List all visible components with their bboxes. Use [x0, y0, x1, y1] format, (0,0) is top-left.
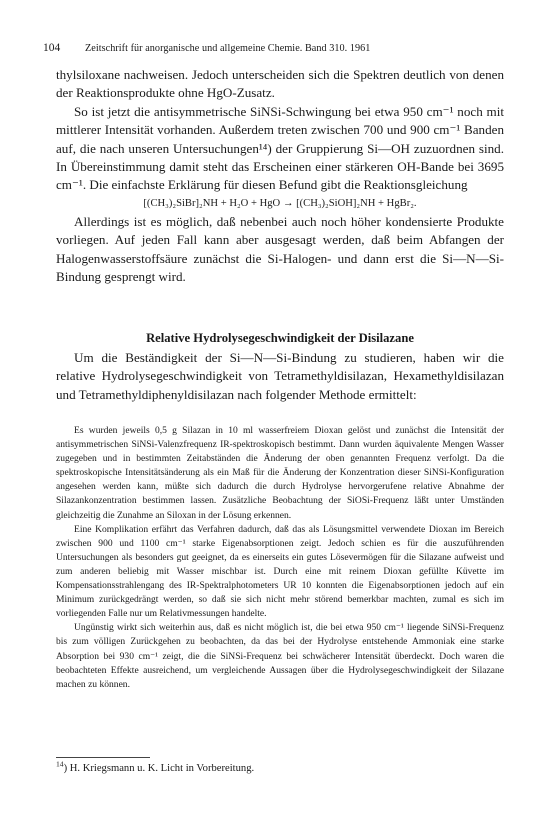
- page-number: 104: [43, 42, 61, 54]
- footnote-text: ) H. Kriegsmann u. K. Licht in Vorbereitung.: [63, 763, 255, 774]
- section-intro: [56, 349, 504, 404]
- section-heading: Relative Hydrolysegeschwindigkeit der Disilazane: [146, 331, 414, 345]
- experimental-text: [56, 424, 504, 692]
- body-text: [56, 66, 504, 286]
- running-header: [43, 42, 513, 58]
- paragraph-method-intro: Um die Beständigkeit der Si—N—Si-Bindung zu studieren, haben wir die relative Hydrolysegeschwindigkeit von Tetramethyldisilazan, Hexamethyldisilazan und Tetramethyldiphenyldisilazan nach folgender Methode ermittelt:: [56, 350, 504, 402]
- running-title: Zeitschrift für anorganische und allgemeine Chemie. Band 310. 1961: [85, 43, 371, 54]
- reaction-equation: [(CH₃)₂SiBr]₂NH + H₂O + HgO → [(CH₃)₂SiOH]₂NH + HgBr₂.: [143, 197, 417, 209]
- paragraph-condensed-products: Allerdings ist es möglich, daß nebenbei auch noch höher kondensierte Produkte vorliegen. Auf jeden Fall kann aber ausgesagt werden, daß beim Abfangen der Halogenwasserstoffsäure zunächst die Si-Halogen- und dann erst die Si—N—Si-Bindung gesprengt wird.: [56, 213, 504, 285]
- paragraph-ammonia-overlap: Ungünstig wirkt sich weiterhin aus, daß es nicht möglich ist, die bei etwa 950 cm⁻¹ liegende SiNSi-Frequenz bis zum völligen Zurückgehen zu beobachten, da das bei der Hydrolyse entstehende Ammoniak eine starke Absorption bei 930 cm⁻¹ zeigt, die die SiNSi-Frequenz bei schwächerer Intensität überdeckt. Doch waren die beobachteten Effekte ausreichend, um vergleichende Aussagen über die Hydrolysegeschwindigkeit der Silazane machen zu können.: [56, 622, 504, 690]
- footnote-marker: 14: [56, 759, 64, 769]
- paragraph-continuation: thylsiloxane nachweisen. Jedoch unterscheiden sich die Spektren deutlich von denen der Reaktionsprodukte ohne HgO-Zusatz.: [56, 67, 504, 101]
- paragraph-dioxane-complication: Eine Komplikation erfährt das Verfahren dadurch, daß das als Lösungsmittel verwendete Dioxan im Bereich zwischen 900 und 1100 cm⁻¹ starke Eigenabsorptionen zeigt. Jedoch schien es für die auszuführenden Untersuchungen als besonders gut geeignet, da es einerseits ein gutes Lösevermögen für die Silazane aufweist und zum anderen beliebig mit Wasser mischbar ist. Durch eine mit reinem Dioxan gefüllte Küvette im Kompensationsstrahlengang des IR-Spektralphotometers UR 10 konnten die Eigenabsorptionen jedoch auf ein Minimum zurückgedrängt werden, so daß sie sich nicht mehr störend bemerkbar machten, zumal es sich im vorliegenden Falle nur um Relativmessungen handelte.: [56, 523, 504, 620]
- footnote-rule: [56, 757, 150, 758]
- paragraph-procedure: Es wurden jeweils 0,5 g Silazan in 10 ml wasserfreiem Dioxan gelöst und zunächst die Intensität der antisymmetrischen SiNSi-Valenzfrequenz IR-spektroskopisch bestimmt. Dann wurden äquivalente Mengen Wasser zugegeben und in bestimmten Zeitabständen die Änderung der oben genannten Frequenz verfolgt. Da die spektroskopische Intensitätsänderung als ein Maß für die Änderung der Konzentration dieser SiNSi-Konfiguration angesehen werden kann, müßte sich dadurch die durch Hydrolyse hervorgerufene relative Abnahme der Silazankonzentration bestimmen lassen. Zusätzliche Beobachtung der SiOSi-Frequenz läßt unter Umständen gleichzeitig die Zunahme an Siloxan in der Lösung erkennen.: [56, 425, 504, 521]
- footnote: [56, 759, 504, 774]
- paragraph-sinsi-vibration: So ist jetzt die antisymmetrische SiNSi-Schwingung bei etwa 950 cm⁻¹ noch mit mittlerer Intensität vorhanden. Außerdem treten zwischen 700 und 900 cm⁻¹ Banden auf, die nach unseren Untersuchungen¹⁴) der Gruppierung Si—OH zuzuordnen sind. In Übereinstimmung damit steht das Erscheinen einer stärkeren OH-Bande bei 3695 cm⁻¹. Die einfachste Erklärung für diesen Befund gibt die Reaktionsgleichung: [56, 103, 504, 193]
